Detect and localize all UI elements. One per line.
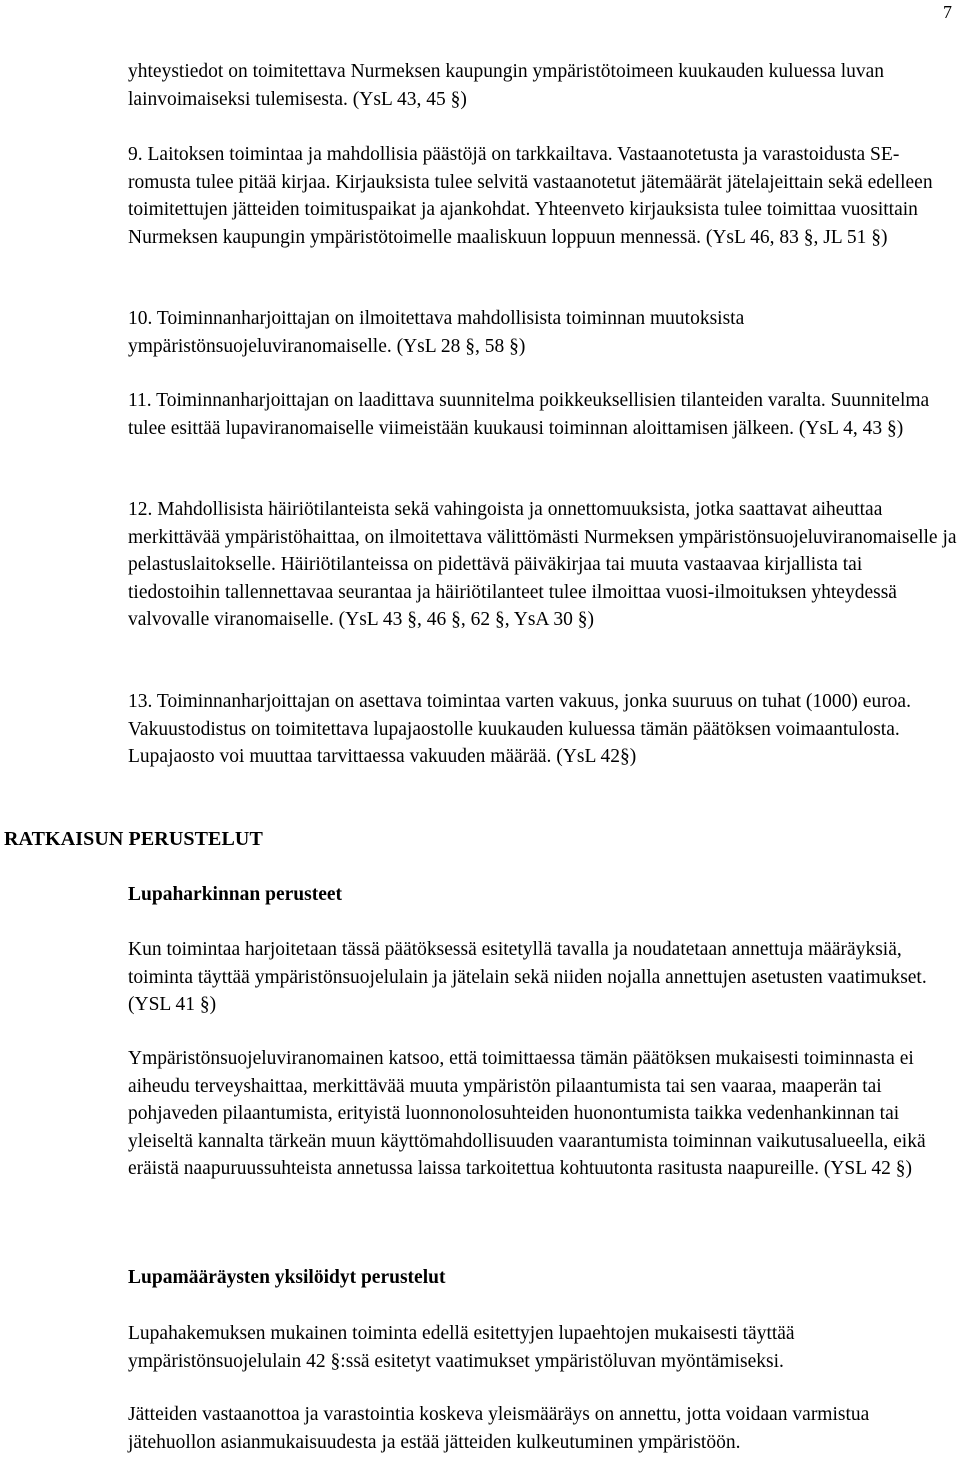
paragraph-lupaharkinta-1: Kun toimintaa harjoitetaan tässä päätöksessä esitetyllä tavalla ja noudatetaan annettuja määräyksiä, toiminta täyttää ympäristönsuojelulain ja jätelain sekä niiden nojalla annettujen asetusten vaatimukset. (YSL 41 §) bbox=[128, 939, 927, 1016]
paragraph-lupaharkinta-2: Ympäristönsuojeluviranomainen katsoo, että toimittaessa tämän päätöksen mukaisesti toiminnasta ei aiheudu terveyshaittaa, merkittävää muuta ympäristön pilaantumista tai sen vaaraa, maaperän tai pohjaveden pilaantumista, erityistä luonnonolosuhteiden huonontumista taikka vedenhankinnan tai yleiseltä kannalta tärkeän muun käyttömahdollisuuden vaarantumista toiminnan vaikutusalueella, eikä eräistä naapuruussuhteista annetussa laissa tarkoitettua kohtuutonta rasitusta naapureille. (YSL 42 §) bbox=[128, 1048, 926, 1180]
paragraph-condition-11: 11. Toiminnanharjoittajan on laadittava suunnitelma poikkeuksellisien tilanteiden varalta. Suunnitelma tulee esittää lupaviranomaiselle viimeistään kuukausi toiminnan aloittamisen jälkeen. (YsL 4, 43 §) bbox=[128, 390, 930, 439]
paragraph-condition-10: 10. Toiminnanharjoittajan on ilmoitettava mahdollisista toiminnan muutoksista ympäristönsuojeluviranomaiselle. (YsL 28 §, 58 §) bbox=[128, 308, 745, 357]
paragraph-lupamaaraykset-2: Jätteiden vastaanottoa ja varastointia koskeva yleismääräys on annettu, jotta voidaan varmistua jätehuollon asianmukaisuudesta ja estää jätteiden kulkeutuminen ympäristöön. bbox=[128, 1404, 870, 1453]
paragraph-condition-13: 13. Toiminnanharjoittajan on asettava toimintaa varten vakuus, jonka suuruus on tuhat (1000) euroa. Vakuustodistus on toimitettava lupajaostolle kuukauden kuluessa tämän päätöksen voimaantulosta. Lupajaosto voi muuttaa tarvittaessa vakuuden määrää. (YsL 42§) bbox=[128, 691, 911, 768]
section-heading: RATKAISUN PERUSTELUT bbox=[4, 828, 263, 850]
page-number: 7 bbox=[943, 2, 952, 22]
paragraph-contact-info: yhteystiedot on toimitettava Nurmeksen kaupungin ympäristötoimeen kuukauden kuluessa luvan lainvoimaiseksi tulemisesta. (YsL 43, 45 §) bbox=[128, 61, 885, 110]
paragraph-lupamaaraykset-1: Lupahakemuksen mukainen toiminta edellä esitettyjen lupaehtojen mukaisesti täyttää ympäristönsuojelulain 42 §:ssä esitetyt vaatimukset ympäristöluvan myöntämiseksi. bbox=[128, 1323, 795, 1372]
paragraph-condition-12: 12. Mahdollisista häiriötilanteista sekä vahingoista ja onnettomuuksista, jotka saattavat aiheuttaa merkittävää ympäristöhaittaa, on ilmoitettava välittömästi Nurmeksen ympäristönsuojeluviranomaiselle ja pelastuslaitokselle. Häiriötilanteissa on pidettävä päiväkirjaa tai muuta vastaavaa kirjallista tai tiedostoihin tallennettavaa seurantaa ja häiriötilanteet tulee ilmoittaa vuosi-ilmoituksen yhteydessä valvovalle viranomaiselle. (YsL 43 §, 46 §, 62 §, YsA 30 §) bbox=[128, 499, 957, 631]
subheading-lupamaaraykset: Lupamääräysten yksilöidyt perustelut bbox=[128, 1267, 446, 1288]
subheading-lupaharkinta: Lupaharkinnan perusteet bbox=[128, 884, 343, 905]
paragraph-condition-9: 9. Laitoksen toimintaa ja mahdollisia päästöjä on tarkkailtava. Vastaanotetusta ja varastoidusta SE-romusta tulee pitää kirjaa. Kirjauksista tulee selvitä vastaanotetut jätemäärät jätelajeittain sekä edelleen toimitettujen jätteiden toimituspaikat ja ajankohdat. Yhteenveto kirjauksista tulee toimittaa vuosittain Nurmeksen kaupungin ympäristötoimelle maaliskuun loppuun mennessä. (YsL 46, 83 §, JL 51 §) bbox=[128, 144, 933, 248]
